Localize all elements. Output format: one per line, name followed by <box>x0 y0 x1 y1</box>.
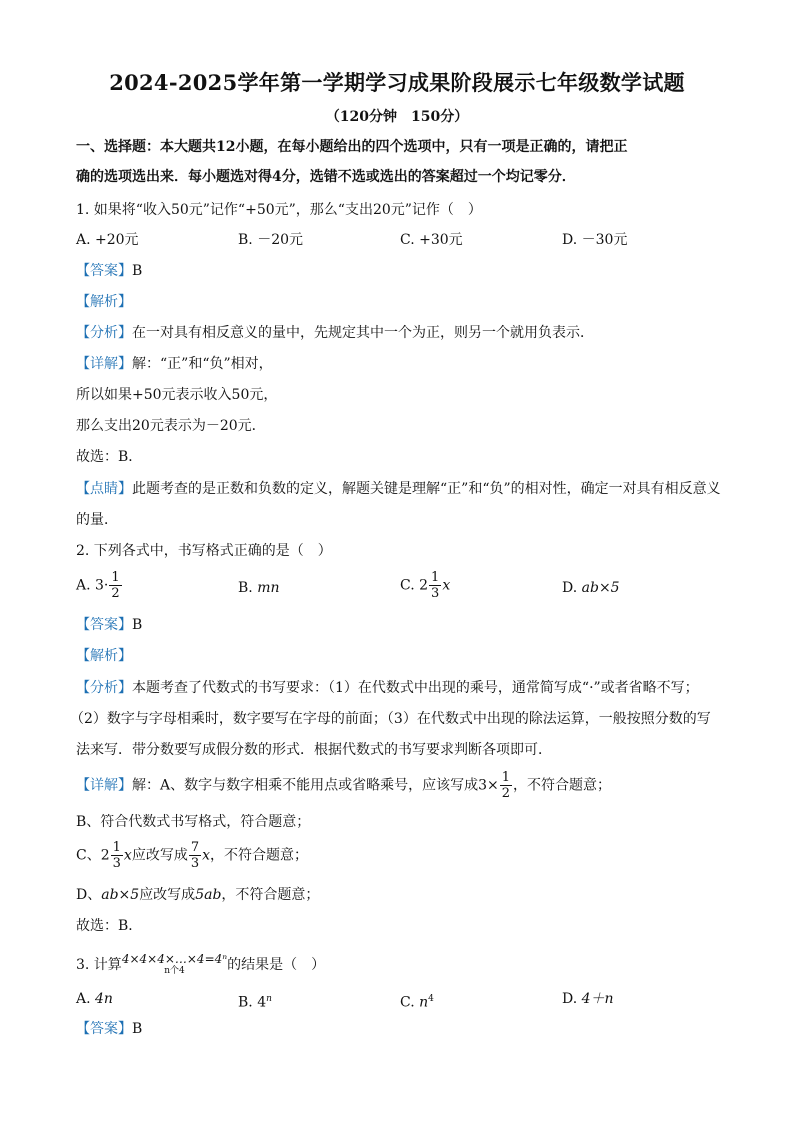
option-var: x <box>442 577 451 594</box>
option-label: C. <box>400 577 415 594</box>
fraction-denominator: 3 <box>112 856 121 871</box>
answer-value: B <box>132 617 143 633</box>
q3-option-b <box>238 990 272 1012</box>
fraction <box>111 840 123 871</box>
expr-whole: 3× <box>478 777 499 794</box>
q2-answer <box>76 616 142 634</box>
expr-block <box>122 953 227 977</box>
q1-option-c: C. +30元 <box>400 232 463 248</box>
detail-post: ，不符合题意； <box>221 887 320 903</box>
analysis-tag: 【解析】 <box>76 648 132 664</box>
q2-option-d <box>562 579 620 597</box>
option-whole: 2 <box>419 577 429 594</box>
dianjing-tag: 【点睛】 <box>76 481 132 497</box>
q2-choose: 故选：B． <box>76 918 143 934</box>
fraction-denominator: 3 <box>431 586 440 601</box>
q1-detail-line1 <box>76 355 273 373</box>
answer-value: B <box>132 1021 143 1037</box>
fenxi-tag: 【分析】 <box>76 680 132 696</box>
option-expr: mn <box>257 580 280 596</box>
option-expr: 4＋n <box>581 991 614 1007</box>
option-label: B. <box>238 580 253 596</box>
fraction-numerator: 1 <box>112 840 121 855</box>
option-label: C. <box>400 994 415 1011</box>
detail-post: ，不符合题意； <box>210 847 309 864</box>
detail-tag: 【详解】 <box>76 356 132 372</box>
fenxi-text: 本题考查了代数式的书写要求：（1）在代数式中出现的乘号，通常简写成“·”或者省略不写； <box>132 680 699 696</box>
stem-expr: 4×4×4×…×4=4ⁿ <box>121 952 228 966</box>
dianjing-text: 此题考查的是正数和负数的定义，解题关键是理解“正”和“负”的相对性，确定一对具有相反意义 <box>132 481 721 497</box>
fraction-numerator: 1 <box>431 570 440 585</box>
fenxi-tag: 【分析】 <box>76 325 132 341</box>
q2-detail-b: B、符合代数式书写格式，符合题意； <box>76 814 311 830</box>
q2-option-b <box>238 579 280 597</box>
expr-var: x <box>123 847 132 864</box>
q1-detail-line3: 那么支出20元表示为－20元． <box>76 418 266 434</box>
option-label: D. <box>562 991 578 1007</box>
option-exponent: 4 <box>428 994 434 1004</box>
fraction-denominator: 3 <box>190 856 200 871</box>
q1-analysis-tag <box>76 293 132 311</box>
q1-detail-line2: 所以如果+50元表示收入50元， <box>76 387 278 403</box>
page-title: 2024-2025学年第一学期学习成果阶段展示七年级数学试题 <box>109 70 685 95</box>
option-label: A. <box>76 577 91 594</box>
detail-mid: 应改写成 <box>131 847 188 864</box>
q1-dianjing-line2: 的量． <box>76 512 118 528</box>
answer-value: B <box>132 263 143 279</box>
fraction <box>500 770 512 801</box>
detail-text: 解：“正”和“负”相对， <box>132 356 273 372</box>
analysis-tag: 【解析】 <box>76 294 132 310</box>
fraction-numerator: 1 <box>111 570 120 585</box>
option-exponent: n <box>266 994 272 1004</box>
q2-detail-d <box>76 886 319 904</box>
q2-option-a <box>76 570 123 601</box>
stem-under: n个4 <box>164 966 185 976</box>
answer-tag: 【答案】 <box>76 263 132 279</box>
detail-tag: 【详解】 <box>76 777 132 794</box>
expr: ab×5 <box>101 887 140 903</box>
q3-option-a <box>76 990 113 1008</box>
q2-fenxi-line3: 法来写．带分数要写成假分数的形式．根据代数式的书写要求判断各项即可． <box>76 742 552 758</box>
detail-prefix: C、 <box>76 847 101 864</box>
option-label: B. <box>238 994 253 1011</box>
fraction-numerator: 1 <box>501 770 511 785</box>
q1-option-b: B. －20元 <box>238 232 304 248</box>
expr-var: x <box>202 847 211 864</box>
q2-fenxi-line1 <box>76 679 699 697</box>
option-label: A. <box>76 991 91 1007</box>
detail-mid: 应改写成 <box>139 887 196 903</box>
detail-prefix: D、 <box>76 887 102 903</box>
q1-option-d: D. －30元 <box>562 232 628 248</box>
fraction <box>109 570 121 601</box>
page-subtitle: （120分钟 150分） <box>325 109 469 125</box>
fenxi-text: 在一对具有相反意义的量中，先规定其中一个为正，则另一个就用负表示． <box>132 325 594 341</box>
fraction <box>429 570 441 601</box>
q3-answer <box>76 1020 142 1038</box>
stem-post: 的结果是（ ） <box>227 957 326 973</box>
q1-fenxi <box>76 324 594 342</box>
expr-whole: 2 <box>100 847 110 864</box>
fraction <box>189 840 201 871</box>
answer-tag: 【答案】 <box>76 617 132 633</box>
q1-answer <box>76 262 142 280</box>
q1-stem: 1. 如果将“收入50元”记作“+50元”，那么“支出20元”记作（ ） <box>76 202 482 218</box>
expr: 5ab <box>195 887 222 903</box>
detail-text: 解：A、数字与数字相乘不能用点或省略乘号，应该写成 <box>132 777 479 794</box>
q2-option-c <box>400 570 450 601</box>
detail-text-post: ，不符合题意； <box>513 777 612 794</box>
q3-option-c <box>400 990 434 1012</box>
option-expr: ab×5 <box>581 580 620 596</box>
stem-pre: 3. 计算 <box>76 957 122 973</box>
q3-option-d <box>562 990 614 1008</box>
fraction-numerator: 7 <box>190 840 200 855</box>
q2-detail-c <box>76 840 308 871</box>
fraction-denominator: 2 <box>501 786 511 801</box>
q1-dianjing-line1 <box>76 480 721 498</box>
q2-detail-a <box>76 770 611 801</box>
option-base: n <box>419 994 429 1011</box>
option-expr: 4n <box>95 991 113 1007</box>
q2-fenxi-line2: （2）数字与字母相乘时，数字要写在字母的前面；（3）在代数式中出现的除法运算，一般按照分数的写 <box>70 711 711 727</box>
answer-tag: 【答案】 <box>76 1021 132 1037</box>
section-instructions-line1: 一、选择题：本大题共12小题，在每小题给出的四个选项中，只有一项是正确的，请把正 <box>76 139 628 155</box>
fraction-denominator: 2 <box>111 586 120 601</box>
option-base: 4 <box>257 994 267 1011</box>
option-whole: 3· <box>95 577 109 594</box>
option-label: D. <box>562 580 578 596</box>
q2-stem: 2. 下列各式中，书写格式正确的是（ ） <box>76 543 332 559</box>
q1-choose: 故选：B． <box>76 449 143 465</box>
section-instructions-line2: 确的选项选出来．每小题选对得4分，选错不选或选出的答案超过一个均记零分． <box>76 169 576 185</box>
q2-analysis-tag <box>76 647 132 665</box>
q3-stem <box>76 953 325 977</box>
q1-option-a: A. +20元 <box>76 232 139 248</box>
